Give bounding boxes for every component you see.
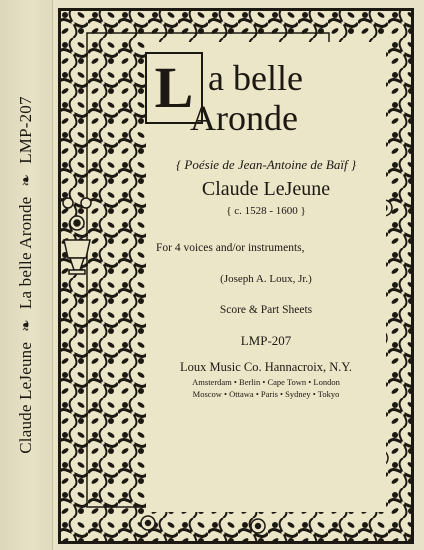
spine-ornament-icon: ❧ (18, 173, 35, 187)
publisher: Loux Music Co. Hannacroix, N.Y. (180, 360, 352, 374)
cover-text-panel (146, 42, 386, 512)
cities-line1: Amsterdam • Berlin • Cape Town • London (192, 377, 340, 387)
voicing: For 4 voices and/or instruments, (156, 242, 305, 254)
decorated-initial: L (145, 52, 203, 124)
title-line2: Aronde (190, 98, 298, 138)
spine-composer: Claude LeJeune (16, 341, 35, 454)
spine-catalog: LMP-207 (16, 96, 35, 164)
spine (0, 0, 53, 550)
spine-text (16, 96, 36, 453)
editor-credit: (Joseph A. Loux, Jr.) (220, 273, 312, 285)
composer-name: Claude LeJeune (201, 178, 331, 200)
composer-dates: { c. 1528 - 1600 } (226, 205, 306, 217)
cover (58, 8, 414, 544)
score-parts: Score & Part Sheets (219, 304, 313, 316)
catalog-number: LMP-207 (240, 333, 292, 348)
cities-line2: Moscow • Ottawa • Paris • Sydney • Tokyo (192, 389, 340, 399)
title-line1: a belle (208, 58, 303, 98)
poem-credit: { Poésie de Jean-Antoine de Baïf } (175, 157, 357, 172)
spine-ornament-icon: ❧ (18, 319, 35, 332)
spine-title: La belle Aronde (16, 196, 35, 310)
